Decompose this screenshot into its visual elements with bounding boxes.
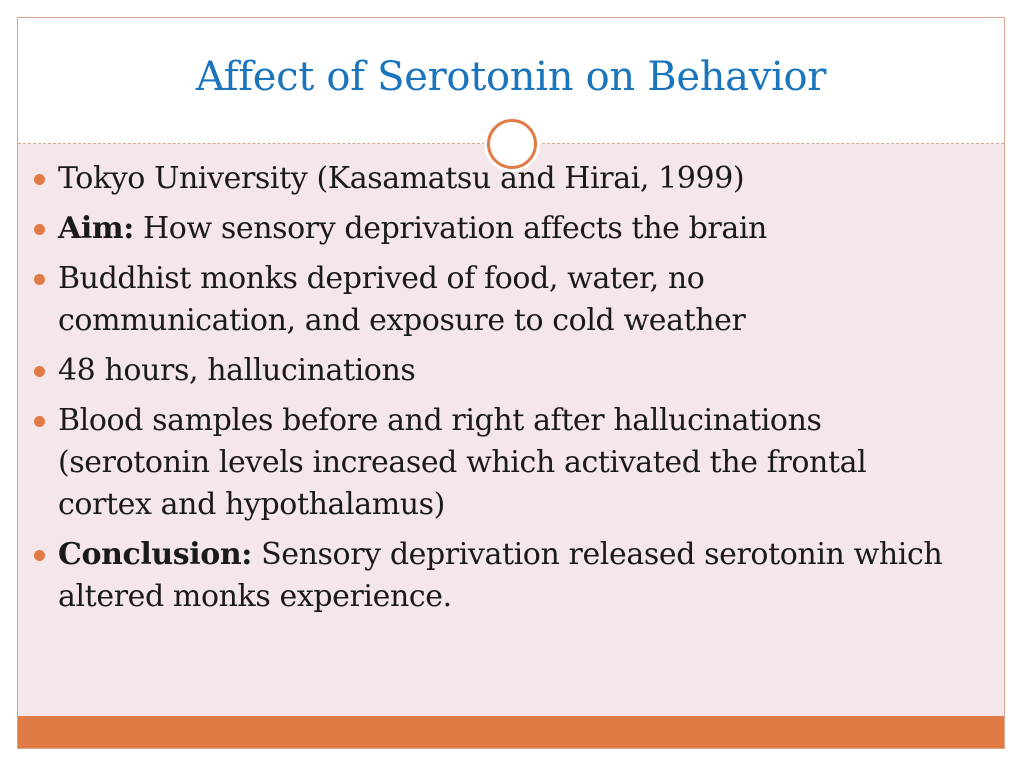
slide-title: Affect of Serotonin on Behavior <box>195 54 827 100</box>
bullet-dot-icon <box>34 416 45 427</box>
bullet-text: How sensory deprivation affects the brain <box>133 211 767 246</box>
bullet-dot-icon <box>34 174 45 185</box>
bullet-lead: Aim: <box>58 211 134 246</box>
bullet-text: Tokyo University (Kasamatsu and Hirai, 1999) <box>58 161 745 196</box>
footer-bar <box>18 716 1004 749</box>
bullet-item <box>30 350 950 392</box>
bullet-dot-icon <box>34 224 45 235</box>
bullet-item <box>30 158 950 200</box>
bullet-item <box>30 258 950 342</box>
bullet-list <box>30 158 950 626</box>
bullet-item <box>30 534 950 618</box>
bullet-dot-icon <box>34 366 45 377</box>
bullet-text: Buddhist monks deprived of food, water, no communication, and exposure to cold weather <box>58 261 746 338</box>
bullet-text: Blood samples before and right after hallucinations (serotonin levels increased which activated the frontal cortex and hypothalamus) <box>58 403 867 522</box>
bullet-text: 48 hours, hallucinations <box>58 353 416 388</box>
bullet-dot-icon <box>34 274 45 285</box>
bullet-text: Sensory deprivation released serotonin which altered monks experience. <box>58 537 943 614</box>
bullet-item <box>30 208 950 250</box>
bullet-dot-icon <box>34 550 45 561</box>
bullet-item <box>30 400 950 526</box>
bullet-lead: Conclusion: <box>58 537 252 572</box>
